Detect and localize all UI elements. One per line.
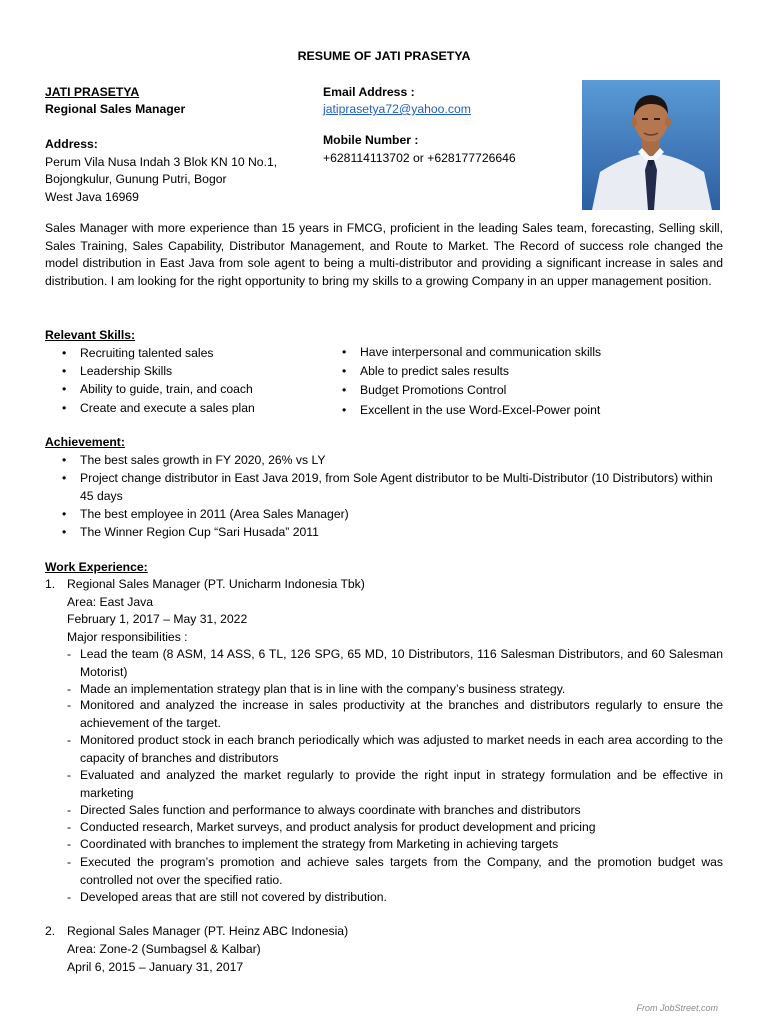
email-label: Email Address : bbox=[323, 85, 415, 99]
bullet-icon: • bbox=[62, 364, 67, 378]
bullet-icon: • bbox=[342, 403, 347, 417]
address-label: Address: bbox=[45, 137, 98, 151]
source-watermark: From JobStreet.com bbox=[636, 1003, 718, 1013]
bullet-icon: • bbox=[62, 507, 67, 521]
profile-summary: Sales Manager with more experience than 15 years in FMCG, proficient in the leading Sales team, forecasting, Selling skill, Sales Training, Sales Capability, Distributor Management, and Route to Market. The Record of success role changed the model distribution in East Java from sole agent to being a multi-distributor and providing a significant increase in sales and distribution. I am looking for the right opportunity to bring my skills to a growing Company in an upper management position. bbox=[45, 221, 723, 288]
bullet-icon: • bbox=[342, 383, 347, 397]
job-area: Area: Zone-2 (Sumbagsel & Kalbar) bbox=[67, 942, 261, 956]
skills-heading: Relevant Skills: bbox=[45, 328, 136, 342]
email-link[interactable]: jatiprasetya72@yahoo.com bbox=[323, 102, 471, 116]
job-title: Regional Sales Manager (PT. Unicharm Indonesia Tbk) bbox=[67, 577, 365, 591]
document-title: RESUME OF JATI PRASETYA bbox=[297, 49, 471, 63]
job-number: 1. bbox=[45, 577, 56, 591]
mobile-number: +628114113702 or +628177726646 bbox=[323, 151, 516, 165]
address-line-2: Bojongkulur, Gunung Putri, Bogor bbox=[45, 172, 227, 186]
mobile-label: Mobile Number : bbox=[323, 133, 419, 147]
bullet-icon: • bbox=[62, 525, 67, 539]
bullet-icon: • bbox=[62, 471, 67, 485]
bullet-icon: • bbox=[62, 346, 67, 360]
bullet-icon: • bbox=[342, 364, 347, 378]
achievement-heading: Achievement: bbox=[45, 435, 125, 449]
work-heading: Work Experience: bbox=[45, 560, 148, 574]
job-number: 2. bbox=[45, 924, 56, 938]
candidate-name: JATI PRASETYA bbox=[45, 85, 140, 99]
profile-photo bbox=[582, 80, 720, 210]
portrait-illustration bbox=[582, 80, 720, 210]
bullet-icon: • bbox=[62, 401, 67, 415]
candidate-role: Regional Sales Manager bbox=[45, 102, 186, 116]
job-dates: February 1, 2017 – May 31, 2022 bbox=[67, 612, 248, 626]
resume-page: RESUME OF JATI PRASETYA JATI PRASETYA Regional Sales Manager Address: Perum Vila Nusa Indah 3 Blok KN 10 No.1, Bojongkulur, Gunung Putri, Bogor West Java 16969 Email Address : jatiprasetya72@yahoo.com Mobile Number : +628114113702 or +628177726646 Sales Manager with more experience than 15 years in FMCG, proficient in the leading Sales team, forecasting, Selling skill, Sales Training, Sales Capability, Distributor Management, and Route to Market. The Record of success role changed the model distribution in East Java from sole agent to being a multi-distributor and providing a significant increase in sales and distribution. I am looking for the right opportunity to bring my skills to a growing Company in an upper management position. Relevant Skills: • Recruiting talented sales • Leadership Skills • Ability to guide, train, and coach • Create and execute a sales plan • Have interpersonal and communication skills • Able to predict sales results • Budget Promotions Control • Excellent in the use Word-Excel-Power point Achievement: • The best sales growth in FY 2020, 26% vs LY • Project change distributor in East Java 2019, from Sole Agent distributor to be Multi-Distributor (10 Distributors) within 45 days • The best employee in 2011 (Area Sales Manager) • The Winner Region Cup “Sari Husada” 2011 Work Experience: 1. Regional Sales Manager (PT. Unicharm Indonesia Tbk) Area: East Java February 1, 2017 – May 31, 2022 Major responsibilities : - Lead the team (8 ASM, 14 ASS, 6 TL, 126 SPG, 65 MD, 10 Distributors, 116 Salesman Distributors, and 60 Salesman Motorist) - Made an implementation strategy plan that is in line with the company’s business strategy. - Monitored and analyzed the increase in sales productivity at the branches and distributors regularly to ensure the achievement of the target. - Monitored product stock in each branch periodically which was adjusted to market needs in each area according to the capacity of branches and distributors - Evaluated and analyzed the market regularly to provide the right input in strategy formulation and be effective in marketing - Directed Sales function and performance to always coordinate with branches and distributors - Conducted research, Market surveys, and product analysis for product development and pricing - Coordinated with branches to implement the strategy from Marketing in achieving targets - Executed the program’s promotion and achieve sales targets from the Company, and the promotion budget was controlled not over the specified ratio. - Developed areas that are still not covered by distribution. 2. Regional Sales Manager (PT. Heinz ABC Indonesia) Area: Zone-2 (Sumbagsel & Kalbar) April 6, 2015 – January 31, 2017 From JobStreet.com bbox=[0, 0, 768, 1024]
address-line-1: Perum Vila Nusa Indah 3 Blok KN 10 No.1, bbox=[45, 155, 278, 169]
job-title: Regional Sales Manager (PT. Heinz ABC Indonesia) bbox=[67, 924, 349, 938]
bullet-icon: • bbox=[342, 345, 347, 359]
job-area: Area: East Java bbox=[67, 595, 154, 609]
address-line-3: West Java 16969 bbox=[45, 190, 139, 204]
job-resp-label: Major responsibilities : bbox=[67, 630, 188, 644]
bullet-icon: • bbox=[62, 453, 67, 467]
job-dates: April 6, 2015 – January 31, 2017 bbox=[67, 960, 244, 974]
bullet-icon: • bbox=[62, 382, 67, 396]
